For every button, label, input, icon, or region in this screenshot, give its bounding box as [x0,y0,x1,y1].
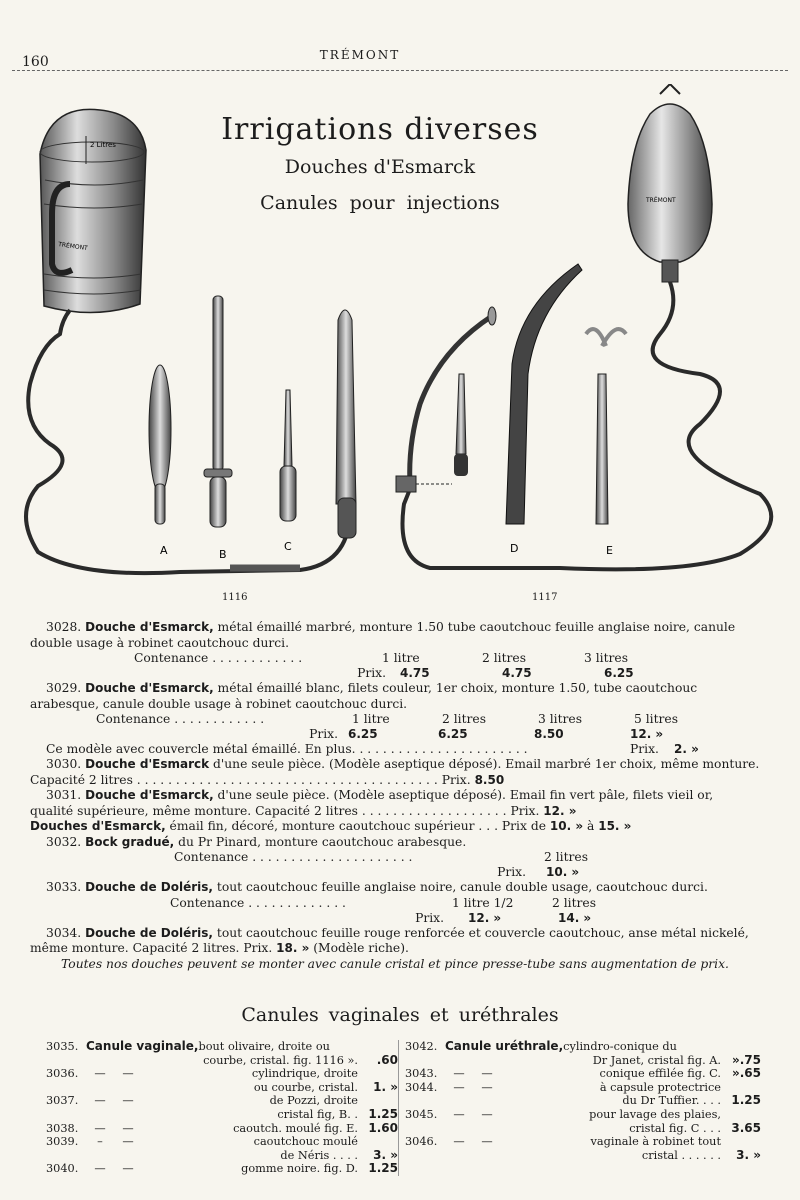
entry-name: Douches d'Esmarck, [30,819,166,833]
entry-name: Douche de Doléris, [85,925,213,940]
ditto-dash: — [122,1067,134,1081]
item-price [358,1135,398,1149]
item-price: 1.25 [368,1106,398,1121]
entry-desc: tout caoutchouc feuille anglaise noire, canule double usage, caoutchouc durci. [212,880,708,894]
fig-letter-c: C [284,540,292,553]
page-number: 160 [22,54,49,70]
page-title: Irrigations diverses [221,112,539,147]
page-header [0,42,800,72]
table-3028-prices: Prix. 4.75 4.75 6.25 [357,666,634,680]
entry-number: 3034. [46,925,82,940]
item-desc: cristal . . . . . . [641,1148,721,1162]
list-item [46,1040,398,1067]
item-number: 3045. [405,1107,438,1121]
table-3029-prices: Prix. 6.25 6.25 8.50 12. » [309,727,664,741]
item-desc: cylindrique, droite [251,1067,358,1081]
item-number [46,1081,86,1095]
canule-c [280,390,296,521]
ditto-dash: — [481,1080,493,1094]
section-title-canules: Canules vaginales et uréthrales [241,1004,559,1026]
item-number [405,1054,445,1068]
item-number: 3042. [405,1040,438,1053]
entry-number: 3033. [46,880,82,894]
item-number: 3044. [405,1080,438,1094]
canule-large-curved [506,264,582,524]
entry-desc: tout caoutchouc feuille rouge renforcée et couvercle caoutchouc, anse métal nickelé, même monture. Capacité 2 litres. Prix. [30,925,749,955]
entry-desc: métal émaillé marbré, monture 1.50 tube caoutchouc feuille anglaise noire, canule double usage à robinet caoutchouc durci. [30,620,736,650]
ditto-dash: — [94,1121,106,1135]
item-price: 1. » [373,1079,398,1094]
item-desc: gomme noire. fig. D. [241,1162,358,1176]
left-tube [26,310,350,573]
rubber-bag-figure [628,84,712,282]
ditto-dash [445,1149,473,1163]
table-3029-capacity: Contenance . . . . . . . . . . . . 1 litre 2 litres 3 litres 5 litres [96,712,679,726]
item-desc: cristal fig, B. . [277,1107,358,1121]
ditto-dash: — [94,1067,106,1081]
entry-name: Douche d'Esmarck [85,757,210,771]
catalogue-entries [30,620,760,972]
ditto-dash: — [122,1135,134,1149]
canules-columns [46,1040,766,1176]
list-item [405,1040,761,1067]
ditto-dash [473,1122,501,1136]
item-number: 3040. [46,1162,79,1176]
entry-number: 3032. [46,834,82,849]
list-item [405,1135,761,1162]
item-desc: bout olivaire, droite ou [198,1040,330,1053]
table-3028-capacity: Contenance . . . . . . . . . . . . 1 litre 2 litres 3 litres [134,651,629,665]
entry-3032 [30,835,760,851]
ditto-dash [114,1149,142,1163]
item-price: 1.60 [368,1120,398,1135]
ditto-dash: — [453,1107,465,1121]
figure-number-right: 1117 [532,592,558,603]
entry-price: 18. » [276,941,310,955]
ditto-dash [114,1108,142,1122]
list-item [46,1122,398,1136]
entry-desc: métal émaillé blanc, filets couleur, 1er choix, monture 1.50, tube caoutchouc arabesque, canule double usage à robinet caoutchouc durci. [30,681,698,711]
item-price [721,1040,761,1054]
ditto-dash: — [122,1121,134,1135]
entry-number: 3028. [46,620,82,634]
entry-decore: Douches d'Esmarck, émail fin, décoré, monture caoutchouc supérieur . . . Prix de 10. » à 15. » [30,819,632,833]
item-number [46,1108,86,1122]
ditto-dash [86,1108,114,1122]
entry-number: 3029. [46,681,82,695]
item-number [405,1094,445,1108]
ditto-dash: — [122,1162,134,1176]
list-item [405,1108,761,1135]
item-desc: du Dr Tuffier. . . . [622,1094,721,1108]
item-desc: cylindro-conique du [563,1040,677,1053]
item-number: 3037. [46,1094,79,1108]
item-price: ».75 [731,1052,761,1067]
item-number [405,1122,445,1136]
list-item [46,1162,398,1176]
entry-3033 [30,880,760,896]
item-price [721,1108,761,1122]
item-desc: vaginale à robinet tout [590,1135,721,1149]
entry-3028 [30,620,760,651]
item-desc: caoutch. moulé fig. E. [233,1121,358,1135]
ditto-dash: — [94,1162,106,1176]
ditto-dash: — [122,1094,134,1108]
entry-desc: d'une seule pièce. (Modèle aseptique déposé). Email fin vert pâle, filets vieil or, qualité supérieure, même monture. Capacité 2 litres . . . . . . . . . . . . . . . . . . . [30,788,714,818]
header-rule [12,70,788,71]
table-3033-capacity: Contenance . . . . . . . . . . . . . 1 litre 1/2 2 litres [170,895,597,910]
item-number [405,1149,445,1163]
canule-long [336,310,356,538]
fig-letter-a: A [160,544,168,557]
item-desc: ou courbe, cristal. [253,1080,358,1094]
entry-number: 3031. [46,788,82,802]
figure-number-left: 1116 [222,592,248,603]
ditto-dash: — [453,1080,465,1094]
item-price [358,1094,398,1108]
ditto-dash [86,1149,114,1163]
table-3032-prices: Prix. 10. » [497,865,580,879]
ditto-dash [445,1094,473,1108]
list-item [405,1067,761,1081]
item-price: 1.25 [368,1161,398,1176]
subtitle-canules: Canules pour injections [260,192,500,214]
item-number: 3038. [46,1121,79,1135]
item-number: 3043. [405,1067,438,1081]
item-price: 3. » [736,1147,761,1162]
canules-left-column [46,1040,398,1176]
note-italic: Toutes nos douches peuvent se monter avec canule cristal et pince presse-tube sans augmentation de prix. [61,956,729,971]
entry-desc: du Pr Pinard, monture caoutchouc arabesque. [174,834,467,849]
item-number: 3039. [46,1135,79,1149]
item-name: Canule uréthrale, [445,1039,564,1053]
ditto-dash [473,1149,501,1163]
ditto-dash: — [481,1135,493,1149]
ditto-dash [445,1122,473,1136]
canule-a [149,365,171,524]
entry-3029 [30,681,760,712]
ditto-dash: — [453,1067,465,1081]
entry-desc: d'une seule pièce. (Modèle aseptique déposé). Email marbré 1er choix, même monture. Capacité 2 litres . . . . . . . . . . . . . . . . . . . . . . . . . . . . . . . . . . . . . . . [30,757,760,787]
item-price [721,1135,761,1149]
cup-mark-text: 2 Litres [90,141,116,149]
item-desc: à capsule protectrice [599,1080,721,1094]
list-item [405,1081,761,1108]
fig-letter-b: B [219,548,227,561]
ditto-dash: — [481,1107,493,1121]
item-price [358,1040,398,1054]
esmarck-cup-figure [40,109,146,312]
entry-price: 12. » [543,803,577,818]
subtitle-douches: Douches d'Esmarck [284,156,476,178]
entry-3031: 3031. Douche d'Esmarck, d'une seule pièce. (Modèle aseptique déposé). Email fin vert pâle, filets vieil or, qualité supérieure, même monture. Capacité 2 litres . . . . . . . . . . . . . . . . . . . Prix. 12. » [30,788,714,818]
canules-right-column [398,1040,761,1176]
ditto-dash [86,1081,114,1095]
list-item [46,1094,398,1121]
item-price: ».65 [731,1066,761,1081]
item-desc: caoutchouc moulé [253,1135,358,1149]
entry-3030: 3030. Douche d'Esmarck d'une seule pièce. (Modèle aseptique déposé). Email marbré 1er choix, même monture. Capacité 2 litres . . . . . . . . . . . . . . . . . . . . . . . . . . . . . . . . . . . . . . . Prix. 8.50 [30,757,760,787]
item-number [46,1149,86,1163]
item-desc: de Néris . . . . [280,1148,358,1162]
item-price: 1.25 [731,1093,761,1108]
bag-brand-text: TRÉMONT [646,197,676,204]
ditto-dash: — [481,1067,493,1081]
entry-name: Douche d'Esmarck, [85,681,214,695]
entry-name: Douche de Doléris, [85,880,213,894]
ditto-dash: – [97,1135,103,1149]
item-desc: courbe, cristal. fig. 1116 ». [203,1053,358,1067]
item-desc: Dr Janet, cristal fig. A. [592,1053,721,1067]
entry-couvercle: Ce modèle avec couvercle métal émaillé. En plus. . . . . . . . . . . . . . . . . . . . . . . Prix. 2. » [46,742,699,756]
entry-name: Douche d'Esmarck, [85,620,214,634]
list-item [46,1135,398,1162]
entry-name: Douche d'Esmarck, [85,788,214,802]
item-desc: conique effilée fig. C. [599,1067,721,1081]
cup-brand-text: TRÉMONT [57,241,89,253]
canule-e [586,329,626,524]
entry-number: 3030. [46,757,82,771]
item-price: 3.65 [731,1120,761,1135]
item-desc: de Pozzi, droite [269,1094,358,1108]
fig-letter-e: E [606,544,613,557]
item-number: 3046. [405,1135,438,1149]
list-item [46,1067,398,1094]
item-number [46,1054,86,1068]
canule-b [204,296,232,527]
entry-3034: 3034. Douche de Doléris, tout caoutchouc feuille rouge renforcée et couvercle caoutchouc, anse métal nickelé, même monture. Capacité 2 litres. Prix. 18. » (Modèle riche). [30,925,749,955]
item-price [358,1067,398,1081]
item-desc: pour lavage des plaies, [589,1107,721,1121]
ditto-dash [114,1081,142,1095]
canule-d [396,307,496,492]
running-title: TRÉMONT [319,48,401,62]
item-price [721,1081,761,1095]
entry-price: 8.50 [474,772,505,787]
item-name: Canule vaginale, [86,1039,199,1053]
table-3033-prices: Prix. 12. » 14. » [415,910,592,925]
item-number: 3036. [46,1067,79,1081]
item-number: 3035. [46,1040,79,1053]
fig-letter-d: D [510,542,519,555]
item-price: 3. » [373,1147,398,1162]
entry-name: Bock gradué, [85,834,175,849]
item-price: .60 [376,1052,398,1067]
ditto-dash: — [453,1135,465,1149]
table-3032-capacity: Contenance . . . . . . . . . . . . . . . . . . . . . 2 litres [174,850,589,864]
item-desc: cristal fig. C . . . [629,1121,721,1135]
ditto-dash: — [94,1094,106,1108]
ditto-dash [473,1094,501,1108]
